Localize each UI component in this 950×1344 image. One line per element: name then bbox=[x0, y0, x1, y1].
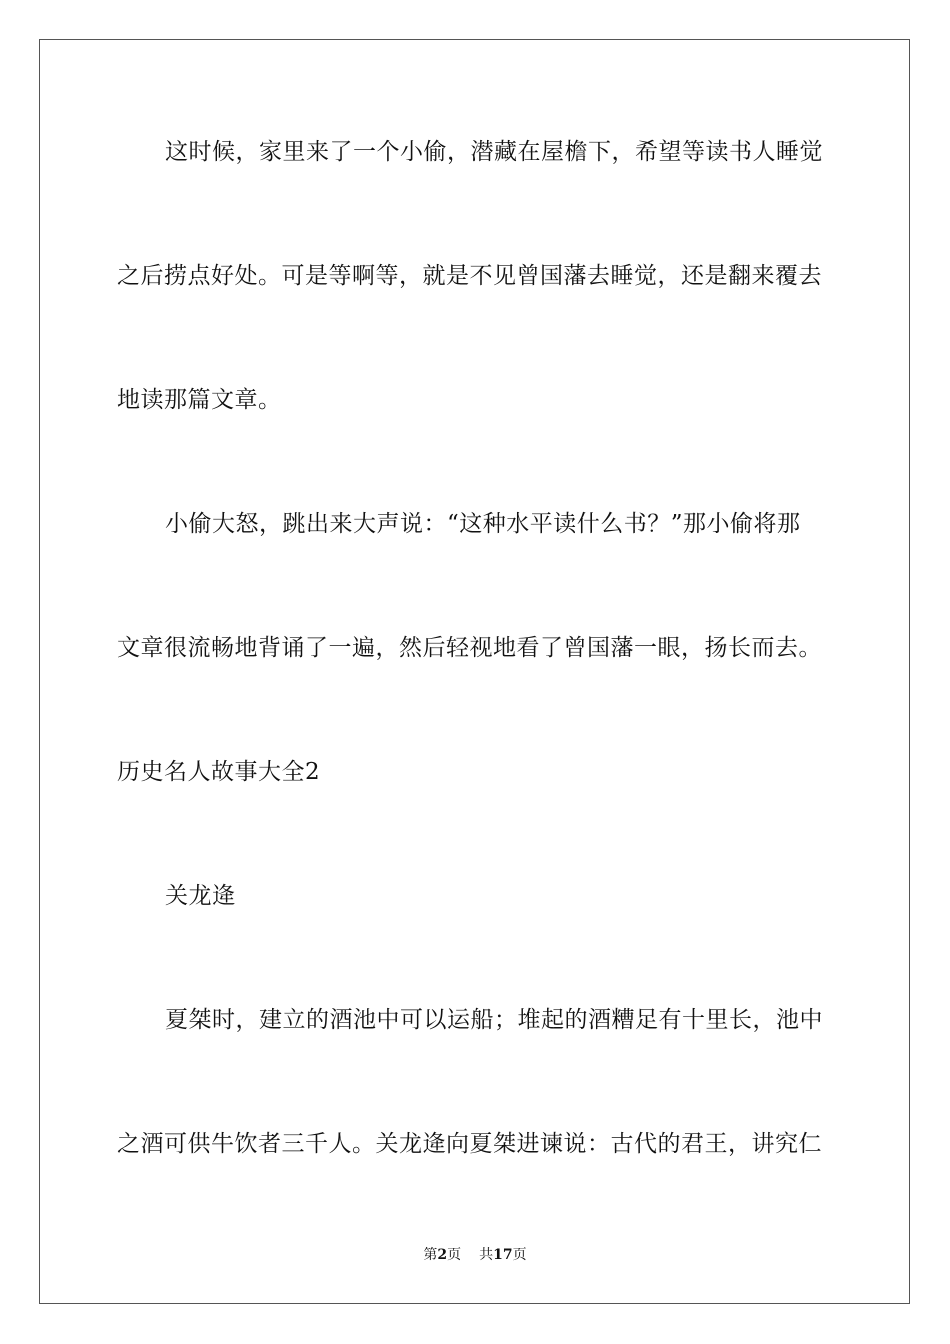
paragraph-line: 小偷大怒，跳出来大声说：“这种水平读什么书？”那小偷将那 bbox=[165, 511, 801, 537]
paragraph-line: 这时候，家里来了一个小偷，潜藏在屋檐下，希望等读书人睡觉 bbox=[165, 139, 823, 165]
page-footer bbox=[0, 1246, 950, 1264]
footer-total-prefix: 共 bbox=[479, 1247, 494, 1263]
paragraph-line: 之后捞点好处。可是等啊等，就是不见曾国藩去睡觉，还是翻来覆去 bbox=[117, 263, 822, 289]
paragraph-line: 之酒可供牛饮者三千人。关龙逄向夏桀进谏说：古代的君王，讲究仁 bbox=[117, 1131, 822, 1157]
story-title: 关龙逄 bbox=[165, 883, 236, 909]
page-frame bbox=[39, 39, 910, 1304]
footer-page-prefix: 第 bbox=[423, 1247, 438, 1263]
footer-page-suffix: 页 bbox=[447, 1247, 462, 1263]
footer-page-number: 2 bbox=[437, 1247, 448, 1263]
footer-total-pages: 17 bbox=[493, 1247, 513, 1263]
paragraph-line: 地读那篇文章。 bbox=[117, 387, 282, 413]
paragraph-line: 夏桀时，建立的酒池中可以运船；堆起的酒糟足有十里长，池中 bbox=[165, 1007, 823, 1033]
paragraph-line: 文章很流畅地背诵了一遍，然后轻视地看了曾国藩一眼，扬长而去。 bbox=[117, 635, 822, 661]
footer-total-suffix: 页 bbox=[512, 1247, 527, 1263]
section-heading: 历史名人故事大全2 bbox=[117, 759, 321, 785]
